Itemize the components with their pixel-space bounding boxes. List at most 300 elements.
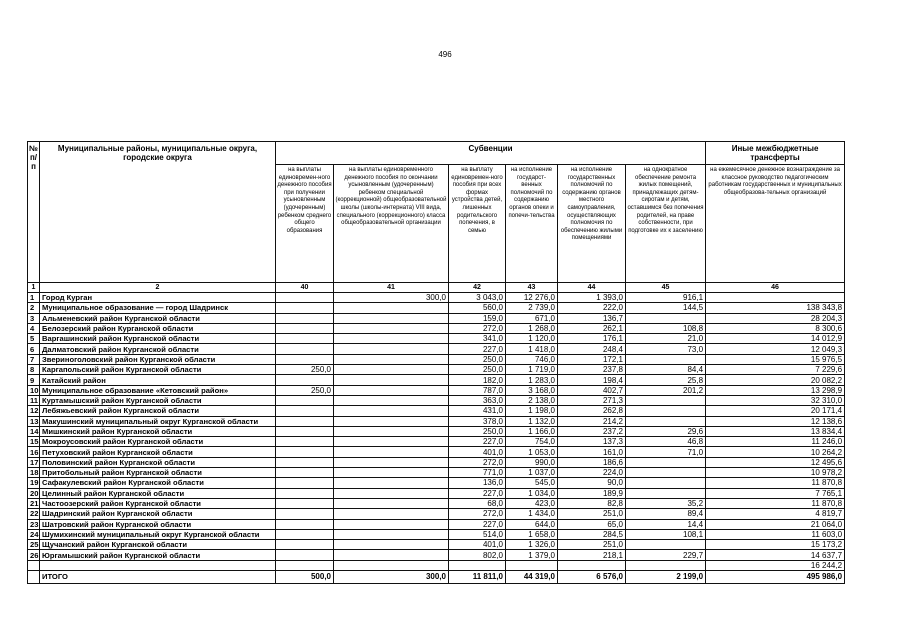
column-number-row (28, 283, 845, 293)
row-number: 4 (28, 323, 40, 333)
value-c44: 251,0 (558, 509, 626, 519)
value-c46: 4 819,7 (706, 509, 845, 519)
value-c42: 227,0 (449, 344, 506, 354)
row-number: 11 (28, 395, 40, 405)
value-c40 (276, 509, 334, 519)
value-c43: 1 120,0 (506, 334, 558, 344)
value-c40 (276, 406, 334, 416)
value-c45: 108,1 (626, 529, 706, 539)
value-c41 (334, 529, 449, 539)
row-number: 13 (28, 416, 40, 426)
value-c42: 401,0 (449, 540, 506, 550)
empty-cell (28, 560, 40, 570)
municipality-name: Притобольный район Курганской области (40, 468, 276, 478)
table-row (28, 529, 845, 539)
table-row (28, 437, 845, 447)
value-c43: 1 283,0 (506, 375, 558, 385)
municipality-name: Варгашинский район Курганской области (40, 334, 276, 344)
value-c41 (334, 509, 449, 519)
value-c42: 431,0 (449, 406, 506, 416)
header-col-43: на исполнение государст-венных полномочий по содержанию органов опеки и попечи-тельства (506, 165, 558, 283)
table-row (28, 406, 845, 416)
value-c46: 7 765,1 (706, 488, 845, 498)
value-c42: 272,0 (449, 457, 506, 467)
value-c46: 14 012,9 (706, 334, 845, 344)
value-c43: 671,0 (506, 313, 558, 323)
value-c44: 224,0 (558, 468, 626, 478)
value-c44: 198,4 (558, 375, 626, 385)
value-c42: 560,0 (449, 303, 506, 313)
value-c43: 3 168,0 (506, 385, 558, 395)
value-c41 (334, 498, 449, 508)
row-number: 23 (28, 519, 40, 529)
municipality-name: Муниципальное образование — город Шадринск (40, 303, 276, 313)
table-row (28, 313, 845, 323)
value-c45: 25,8 (626, 375, 706, 385)
value-c40 (276, 354, 334, 364)
municipality-name: Куртамышский район Курганской области (40, 395, 276, 405)
value-c42: 250,0 (449, 354, 506, 364)
value-c40 (276, 457, 334, 467)
value-c46: 8 300,6 (706, 323, 845, 333)
row-number: 15 (28, 437, 40, 447)
column-number: 43 (506, 283, 558, 293)
municipality-name: Щучанский район Курганской области (40, 540, 276, 550)
total-c44: 6 576,0 (558, 571, 626, 584)
row-number: 5 (28, 334, 40, 344)
value-c42: 227,0 (449, 437, 506, 447)
value-c42: 159,0 (449, 313, 506, 323)
total-c42: 11 811,0 (449, 571, 506, 584)
value-c44: 1 393,0 (558, 293, 626, 303)
value-c41 (334, 375, 449, 385)
value-c45 (626, 540, 706, 550)
value-c43: 1 326,0 (506, 540, 558, 550)
value-c43: 1 034,0 (506, 488, 558, 498)
value-c43: 1 434,0 (506, 509, 558, 519)
value-c41 (334, 540, 449, 550)
value-c42: 136,0 (449, 478, 506, 488)
column-number: 40 (276, 283, 334, 293)
table-row (28, 416, 845, 426)
value-c45 (626, 488, 706, 498)
value-c41 (334, 416, 449, 426)
value-c46: 20 171,4 (706, 406, 845, 416)
header-subventions: Субвенции (276, 142, 706, 165)
municipality-name: Мишкинский район Курганской области (40, 426, 276, 436)
subventions-table (27, 141, 845, 584)
value-c40 (276, 334, 334, 344)
value-c42: 378,0 (449, 416, 506, 426)
value-c45 (626, 457, 706, 467)
value-c44: 262,8 (558, 406, 626, 416)
header-col-41: на выплаты единовременного денежного пособия по окончании усыновленным (удочеренным) ребенком специальной (коррекционной) общеобразовательной школы (школы-интерната) VIII вида, специального (коррекционного) класса общеобразовательной организации (334, 165, 449, 283)
value-c43: 423,0 (506, 498, 558, 508)
value-c43: 644,0 (506, 519, 558, 529)
value-c41 (334, 406, 449, 416)
row-number: 22 (28, 509, 40, 519)
table-row (28, 498, 845, 508)
empty-cell (40, 560, 276, 570)
value-c41 (334, 457, 449, 467)
total-c40: 500,0 (276, 571, 334, 584)
row-number: 2 (28, 303, 40, 313)
value-c43: 2 138,0 (506, 395, 558, 405)
column-number: 41 (334, 283, 449, 293)
value-c45: 201,2 (626, 385, 706, 395)
row-number: 3 (28, 313, 40, 323)
municipality-name: Муниципальное образование «Кетовский район» (40, 385, 276, 395)
value-c42: 227,0 (449, 488, 506, 498)
row-number: 24 (28, 529, 40, 539)
municipality-name: Шадринский район Курганской области (40, 509, 276, 519)
value-c42: 771,0 (449, 468, 506, 478)
value-c42: 3 043,0 (449, 293, 506, 303)
empty-cell (28, 571, 40, 584)
value-c45: 84,4 (626, 365, 706, 375)
total-c46: 495 986,0 (706, 571, 845, 584)
municipality-name: Частоозерский район Курганской области (40, 498, 276, 508)
value-c46: 12 495,6 (706, 457, 845, 467)
table-row (28, 509, 845, 519)
value-c46: 14 637,7 (706, 550, 845, 560)
table-row (28, 478, 845, 488)
value-c41 (334, 468, 449, 478)
value-c45 (626, 416, 706, 426)
value-c46: 28 204,3 (706, 313, 845, 323)
row-number: 17 (28, 457, 40, 467)
value-c45 (626, 478, 706, 488)
value-c43: 1 166,0 (506, 426, 558, 436)
municipality-name: Лебяжьевский район Курганской области (40, 406, 276, 416)
value-c40 (276, 323, 334, 333)
value-c42: 182,0 (449, 375, 506, 385)
value-c43: 12 276,0 (506, 293, 558, 303)
table-row (28, 354, 845, 364)
empty-cell (276, 560, 334, 570)
value-c46: 11 246,0 (706, 437, 845, 447)
value-c44: 90,0 (558, 478, 626, 488)
value-c44: 237,8 (558, 365, 626, 375)
value-c46: 11 870,8 (706, 478, 845, 488)
value-c40 (276, 529, 334, 539)
value-c40 (276, 395, 334, 405)
value-c41 (334, 437, 449, 447)
row-number: 10 (28, 385, 40, 395)
header-num: № п/п (28, 142, 40, 283)
value-c46: 13 298,9 (706, 385, 845, 395)
value-c40 (276, 478, 334, 488)
total-c45: 2 199,0 (626, 571, 706, 584)
value-c41 (334, 519, 449, 529)
value-c42: 787,0 (449, 385, 506, 395)
value-c45 (626, 468, 706, 478)
row-number: 9 (28, 375, 40, 385)
row-number: 20 (28, 488, 40, 498)
value-c41 (334, 550, 449, 560)
value-c40 (276, 344, 334, 354)
value-c42: 341,0 (449, 334, 506, 344)
value-c44: 251,0 (558, 540, 626, 550)
value-c45 (626, 406, 706, 416)
value-c43: 2 739,0 (506, 303, 558, 313)
municipality-name: Мокроусовский район Курганской области (40, 437, 276, 447)
value-c41 (334, 395, 449, 405)
table-row (28, 457, 845, 467)
total-c43: 44 319,0 (506, 571, 558, 584)
value-c42: 250,0 (449, 426, 506, 436)
value-c44: 222,0 (558, 303, 626, 313)
value-c44: 402,7 (558, 385, 626, 395)
value-c45 (626, 313, 706, 323)
row-number: 6 (28, 344, 40, 354)
table-row (28, 426, 845, 436)
row-number: 7 (28, 354, 40, 364)
table-row (28, 560, 845, 570)
value-c40 (276, 313, 334, 323)
value-c41 (334, 426, 449, 436)
municipality-name: Юргамышский район Курганской области (40, 550, 276, 560)
value-c44: 262,1 (558, 323, 626, 333)
municipality-name: Сафакулевский район Курганской области (40, 478, 276, 488)
value-c40 (276, 468, 334, 478)
header-col-42: на выплату единовремен-ного пособия при всех формах устройства детей, лишенных родительского попечения, в семью (449, 165, 506, 283)
municipality-name: Каргапольский район Курганской области (40, 365, 276, 375)
value-c40 (276, 426, 334, 436)
value-c46: 12 049,3 (706, 344, 845, 354)
total-c41: 300,0 (334, 571, 449, 584)
empty-cell (558, 560, 626, 570)
value-c44: 65,0 (558, 519, 626, 529)
row-number: 8 (28, 365, 40, 375)
row-number: 14 (28, 426, 40, 436)
table-row (28, 303, 845, 313)
value-c43: 1 053,0 (506, 447, 558, 457)
row-number: 16 (28, 447, 40, 457)
value-c43: 545,0 (506, 478, 558, 488)
value-c45 (626, 354, 706, 364)
value-c46: 15 976,5 (706, 354, 845, 364)
column-number: 1 (28, 283, 40, 293)
municipality-name: Далматовский район Курганской области (40, 344, 276, 354)
value-c45 (626, 395, 706, 405)
value-c44: 189,9 (558, 488, 626, 498)
value-c44: 176,1 (558, 334, 626, 344)
header-other-transfers: Иные межбюджетные трансферты (706, 142, 845, 165)
value-c45: 916,1 (626, 293, 706, 303)
municipality-name: Альменевский район Курганской области (40, 313, 276, 323)
row-number: 12 (28, 406, 40, 416)
table-row (28, 395, 845, 405)
value-c42: 514,0 (449, 529, 506, 539)
header-name: Муниципальные районы, муниципальные округа, городские округа (40, 142, 276, 283)
column-number: 45 (626, 283, 706, 293)
value-c41 (334, 344, 449, 354)
value-c43: 1 658,0 (506, 529, 558, 539)
value-c43: 1 037,0 (506, 468, 558, 478)
value-c40 (276, 447, 334, 457)
empty-cell (449, 560, 506, 570)
column-number: 46 (706, 283, 845, 293)
value-c44: 237,2 (558, 426, 626, 436)
value-c46: 10 978,2 (706, 468, 845, 478)
value-c41 (334, 354, 449, 364)
value-c45: 89,4 (626, 509, 706, 519)
table-row (28, 447, 845, 457)
value-c40 (276, 488, 334, 498)
municipality-name: Белозерский район Курганской области (40, 323, 276, 333)
table-row (28, 488, 845, 498)
value-c40 (276, 375, 334, 385)
value-c40 (276, 416, 334, 426)
value-c45: 29,6 (626, 426, 706, 436)
value-c45: 71,0 (626, 447, 706, 457)
column-number: 2 (40, 283, 276, 293)
table-row (28, 375, 845, 385)
value-c41 (334, 385, 449, 395)
municipality-name: Макушинский муниципальный округ Курганской области (40, 416, 276, 426)
column-number: 42 (449, 283, 506, 293)
value-c44: 271,3 (558, 395, 626, 405)
row-number: 26 (28, 550, 40, 560)
value-c45: 144,5 (626, 303, 706, 313)
value-c46: 32 310,0 (706, 395, 845, 405)
value-c41: 300,0 (334, 293, 449, 303)
municipality-name: Катайский район (40, 375, 276, 385)
table-row (28, 365, 845, 375)
value-c43: 1 132,0 (506, 416, 558, 426)
empty-cell (334, 560, 449, 570)
row-number: 25 (28, 540, 40, 550)
header-col-46: на ежемесячное денежное вознаграждение за классное руководство педагогическим работникам государственных и муниципальных общеобразова-тельных организаций (706, 165, 845, 283)
municipality-name: Шатровский район Курганской области (40, 519, 276, 529)
table-row (28, 519, 845, 529)
value-c42: 272,0 (449, 323, 506, 333)
value-c45: 46,8 (626, 437, 706, 447)
value-c43: 746,0 (506, 354, 558, 364)
value-c40 (276, 293, 334, 303)
row-number: 19 (28, 478, 40, 488)
header-col-45: на однократное обеспечение ремонта жилых помещений, принадлежащих детям-сиротам и детям, оставшимся без попечения родителей, на праве собственности, при подготовке их к заселению (626, 165, 706, 283)
table-row (28, 293, 845, 303)
total-label: ИТОГО (40, 571, 276, 584)
value-c44: 161,0 (558, 447, 626, 457)
value-c46: 11 603,0 (706, 529, 845, 539)
value-c44: 137,3 (558, 437, 626, 447)
header-col-40: на выплаты единовремен-ного денежного пособия при получении усыновленным (удочеренным) ребенком среднего общего образования (276, 165, 334, 283)
value-c41 (334, 447, 449, 457)
value-c44: 82,8 (558, 498, 626, 508)
value-c46: 138 343,8 (706, 303, 845, 313)
value-c46: 16 244,2 (706, 560, 845, 570)
empty-cell (626, 560, 706, 570)
value-c40 (276, 437, 334, 447)
value-c46: 13 834,4 (706, 426, 845, 436)
value-c45: 35,2 (626, 498, 706, 508)
value-c44: 136,7 (558, 313, 626, 323)
value-c40: 250,0 (276, 385, 334, 395)
value-c42: 272,0 (449, 509, 506, 519)
value-c42: 68,0 (449, 498, 506, 508)
value-c46: 21 064,0 (706, 519, 845, 529)
table-row (28, 468, 845, 478)
value-c41 (334, 323, 449, 333)
value-c42: 363,0 (449, 395, 506, 405)
municipality-name: Целинный район Курганской области (40, 488, 276, 498)
value-c46: 10 264,2 (706, 447, 845, 457)
empty-cell (506, 560, 558, 570)
page-number: 496 (438, 50, 452, 59)
value-c45: 108,8 (626, 323, 706, 333)
value-c41 (334, 334, 449, 344)
value-c44: 284,5 (558, 529, 626, 539)
table-row (28, 550, 845, 560)
value-c43: 1 198,0 (506, 406, 558, 416)
value-c45: 21,0 (626, 334, 706, 344)
value-c41 (334, 365, 449, 375)
municipality-name: Половинский район Курганской области (40, 457, 276, 467)
total-row (28, 571, 845, 584)
value-c46: 20 082,2 (706, 375, 845, 385)
value-c43: 1 719,0 (506, 365, 558, 375)
row-number: 18 (28, 468, 40, 478)
municipality-name: Звериноголовский район Курганской области (40, 354, 276, 364)
municipality-name: Шумихинский муниципальный округ Курганской области (40, 529, 276, 539)
value-c42: 401,0 (449, 447, 506, 457)
municipality-name: Петуховский район Курганской области (40, 447, 276, 457)
column-number: 44 (558, 283, 626, 293)
row-number: 1 (28, 293, 40, 303)
value-c44: 218,1 (558, 550, 626, 560)
value-c43: 990,0 (506, 457, 558, 467)
table-row (28, 540, 845, 550)
value-c41 (334, 313, 449, 323)
value-c40: 250,0 (276, 365, 334, 375)
table-row (28, 385, 845, 395)
value-c43: 1 379,0 (506, 550, 558, 560)
value-c46: 7 229,6 (706, 365, 845, 375)
value-c40 (276, 540, 334, 550)
value-c46: 15 173,2 (706, 540, 845, 550)
value-c40 (276, 303, 334, 313)
value-c44: 172,1 (558, 354, 626, 364)
value-c45: 229,7 (626, 550, 706, 560)
value-c40 (276, 550, 334, 560)
value-c46 (706, 293, 845, 303)
value-c46: 12 138,6 (706, 416, 845, 426)
table-row (28, 344, 845, 354)
value-c45: 73,0 (626, 344, 706, 354)
value-c40 (276, 519, 334, 529)
value-c45: 14,4 (626, 519, 706, 529)
value-c43: 1 268,0 (506, 323, 558, 333)
value-c43: 1 418,0 (506, 344, 558, 354)
value-c46: 11 870,8 (706, 498, 845, 508)
value-c41 (334, 488, 449, 498)
row-number: 21 (28, 498, 40, 508)
value-c44: 248,4 (558, 344, 626, 354)
value-c44: 214,2 (558, 416, 626, 426)
table-row (28, 323, 845, 333)
value-c40 (276, 498, 334, 508)
table-row (28, 334, 845, 344)
value-c44: 186,6 (558, 457, 626, 467)
value-c43: 754,0 (506, 437, 558, 447)
value-c42: 250,0 (449, 365, 506, 375)
value-c41 (334, 478, 449, 488)
header-col-44: на исполнение государственных полномочий по содержанию органов местного самоуправления, осуществляющих полномочия по обеспечению жилыми помещениями (558, 165, 626, 283)
value-c42: 227,0 (449, 519, 506, 529)
